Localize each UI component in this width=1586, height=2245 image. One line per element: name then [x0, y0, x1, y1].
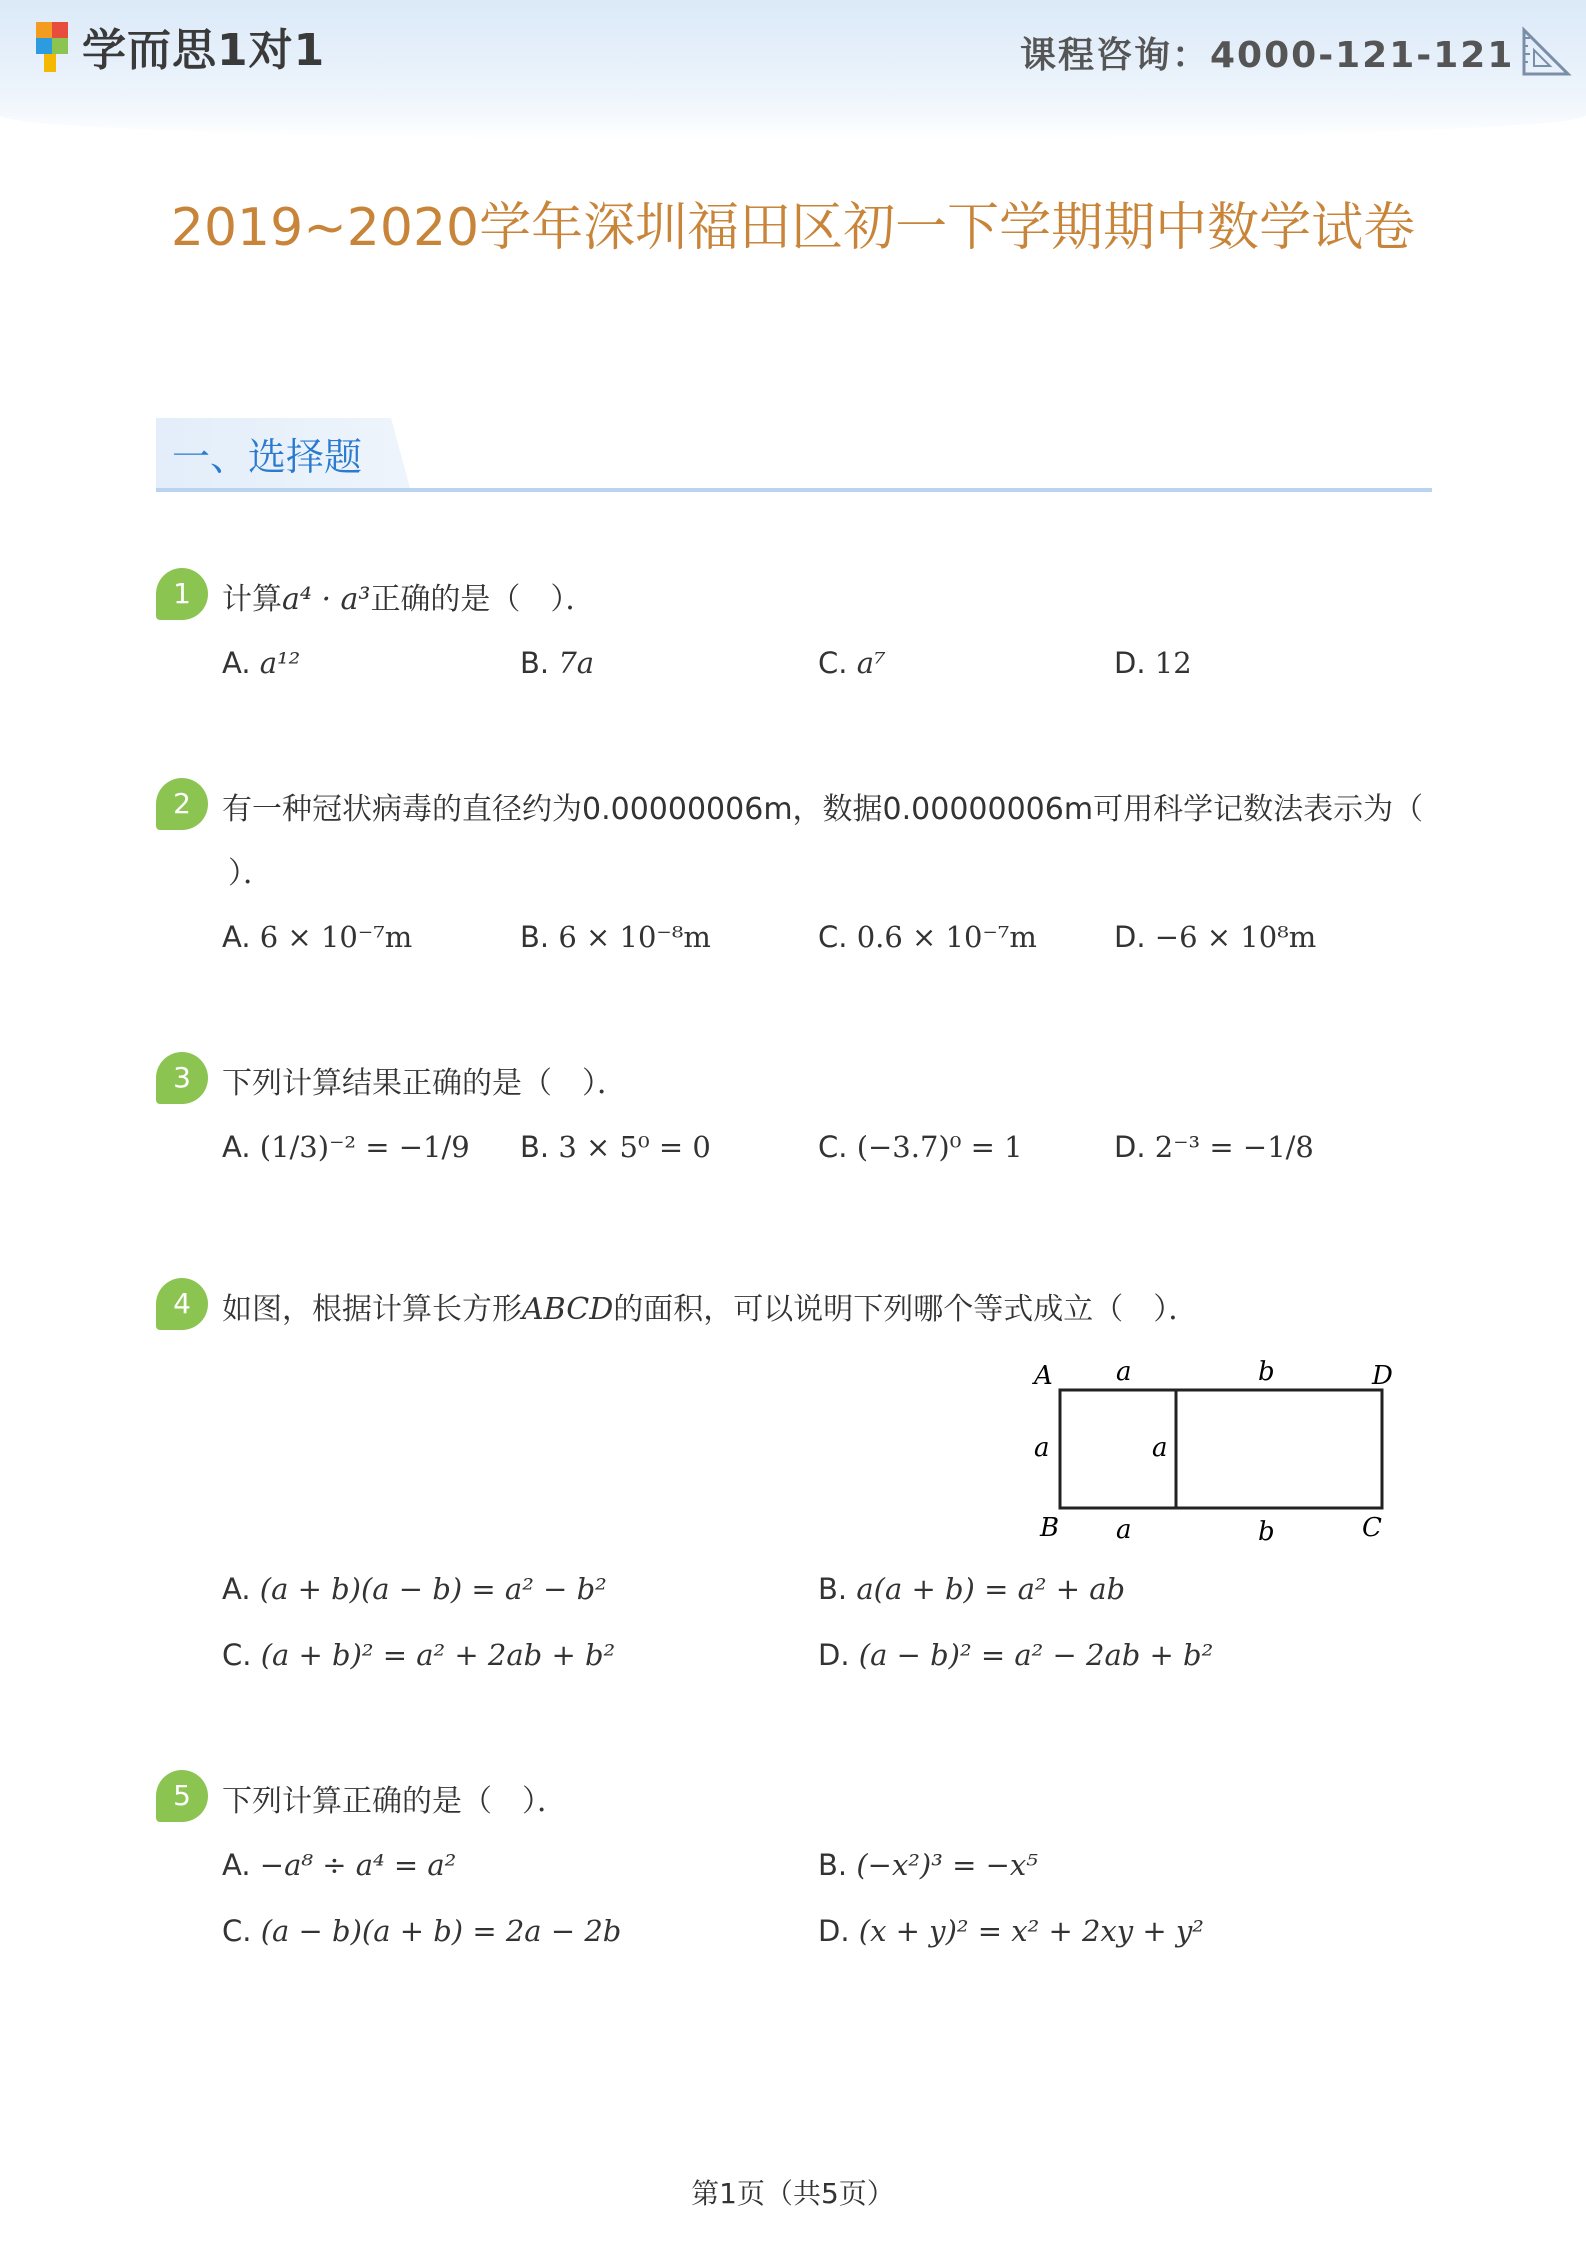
question-number-badge: 4 [156, 1278, 208, 1330]
hotline [1020, 24, 1572, 80]
question-number-badge: 5 [156, 1770, 208, 1822]
q4-option-b[interactable]: B. a(a + b) = a² + ab [818, 1572, 1126, 1606]
outer-rectangle [1060, 1390, 1382, 1508]
brand-logo [30, 16, 325, 76]
section-divider [156, 488, 1432, 492]
question-number-badge: 3 [156, 1052, 208, 1104]
q3-option-b[interactable]: B. 3 × 5⁰ = 0 [520, 1130, 711, 1164]
page-header [0, 0, 1586, 140]
top-left-label: a [1116, 1357, 1132, 1387]
corner-b: B [1040, 1513, 1060, 1543]
q1-option-a[interactable]: A. a¹² [222, 646, 301, 680]
question-stem: 有一种冠状病毒的直径约为0.00000006m，数据0.00000006m可用科学记数法表示为（ [222, 792, 1424, 827]
bottom-left-label: a [1116, 1515, 1132, 1545]
q4-option-a[interactable]: A. (a + b)(a − b) = a² − b² [222, 1572, 607, 1606]
stem-math: a⁴ · a³ [282, 582, 371, 617]
middle-label: a [1152, 1433, 1168, 1463]
q3-option-a[interactable]: A. (1/3)⁻² = −1/9 [222, 1130, 470, 1164]
brand-name: 学而思1对1 [82, 25, 326, 76]
q1-option-c[interactable]: C. a⁷ [818, 646, 886, 680]
q3-option-d[interactable]: D. 2⁻³ = −1/8 [1114, 1130, 1314, 1164]
q2-option-d[interactable]: D. −6 × 10⁸m [1114, 920, 1317, 954]
question-stem: 下列计算结果正确的是（ ）． [222, 1066, 627, 1101]
question-stem: 如图，根据计算长方形ABCD的面积，可以说明下列哪个等式成立（ ）． [222, 1292, 1199, 1327]
hotline-text: 课程咨询：4000-121-121 [1020, 34, 1515, 76]
question-stem-continued: ）． [228, 856, 273, 891]
q5-option-a[interactable]: A. −a⁸ ÷ a⁴ = a² [222, 1848, 457, 1882]
q1-option-d[interactable]: D. 12 [1114, 646, 1192, 680]
corner-a: A [1034, 1361, 1053, 1391]
corner-c: C [1362, 1513, 1382, 1543]
question-number-badge: 2 [156, 778, 208, 830]
top-right-label: b [1258, 1357, 1275, 1387]
q4-option-d[interactable]: D. (a − b)² = a² − 2ab + b² [818, 1638, 1214, 1672]
q1-option-b[interactable]: B. 7a [520, 646, 595, 680]
q3-option-c[interactable]: C. (−3.7)⁰ = 1 [818, 1130, 1023, 1164]
q2-option-c[interactable]: C. 0.6 × 10⁻⁷m [818, 920, 1037, 954]
q4-option-c[interactable]: C. (a + b)² = a² + 2ab + b² [222, 1638, 616, 1672]
section-label: 一、选择题 [172, 435, 363, 479]
brand-logo-icon [30, 18, 74, 74]
bottom-right-label: b [1258, 1517, 1275, 1547]
page-title: 2019~2020学年深圳福田区初一下学期期中数学试卷 [170, 198, 1416, 258]
q5-option-d[interactable]: D. (x + y)² = x² + 2xy + y² [818, 1914, 1204, 1948]
q2-option-b[interactable]: B. 6 × 10⁻⁸m [520, 920, 711, 954]
section-header [156, 418, 1432, 492]
question-stem: 下列计算正确的是（ ）． [222, 1784, 567, 1819]
set-square-icon [1520, 26, 1572, 78]
question-stem: 计算a⁴ · a³正确的是（ ）． [222, 582, 596, 617]
stem-math: ABCD [522, 1292, 614, 1327]
q2-option-a[interactable]: A. 6 × 10⁻⁷m [222, 920, 413, 954]
q5-option-c[interactable]: C. (a − b)(a + b) = 2a − 2b [222, 1914, 622, 1948]
question-number-badge: 1 [156, 568, 208, 620]
corner-d: D [1372, 1361, 1393, 1391]
left-label: a [1034, 1433, 1050, 1463]
q5-option-b[interactable]: B. (−x²)³ = −x⁵ [818, 1848, 1038, 1882]
rectangle-abcd-figure [1020, 1350, 1420, 1550]
page-footer: 第1页（共5页） [691, 2177, 895, 2210]
